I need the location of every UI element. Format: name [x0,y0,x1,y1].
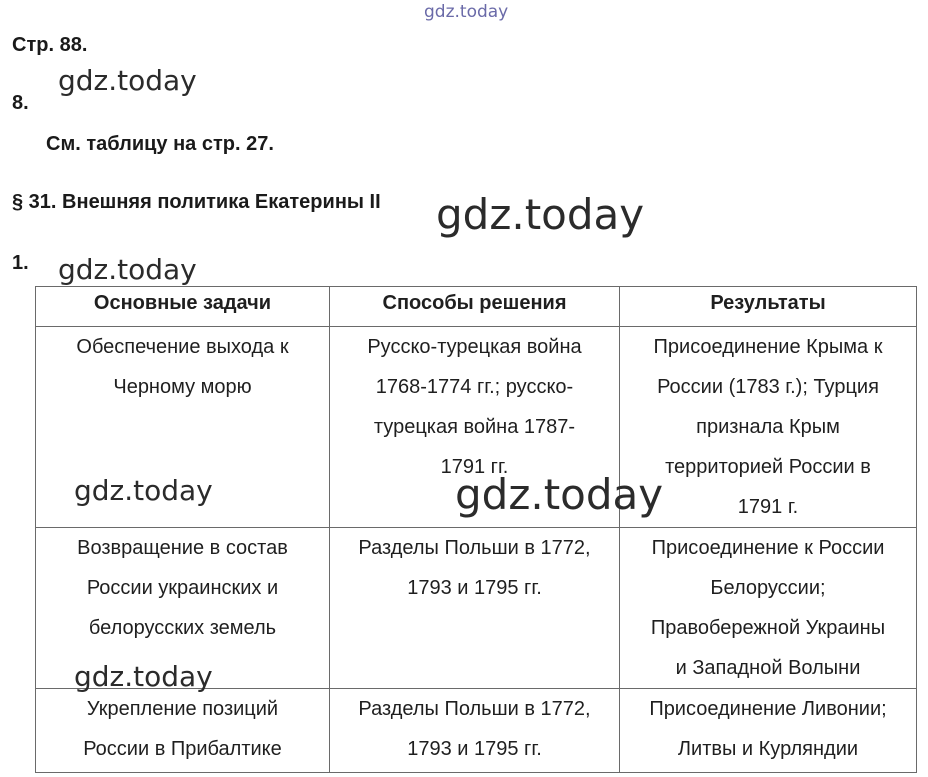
page-reference: Стр. 88. [12,34,88,56]
table-cell-method [330,689,620,773]
cell-line: признала Крым [696,416,840,438]
column-header: Результаты [620,287,917,327]
column-header: Способы решения [330,287,620,327]
cell-line: Укрепление позиций [86,698,279,720]
section-title: § 31. Внешняя политика Екатерины II [12,191,381,213]
cell-line: Присоединение Крыма к [653,336,883,358]
watermark-top: gdz.today [424,2,509,22]
cell-line: и Западной Волыни [675,657,861,679]
cell-line: Возвращение в состав [77,537,288,559]
cell-line: Белоруссии; [710,577,826,599]
table-cell-result [620,528,917,689]
cell-line: 1793 и 1795 гг. [407,577,542,599]
cell-line: 1793 и 1795 гг. [407,738,542,760]
task-number: 1. [12,252,29,274]
cell-line: Русско-турецкая война [367,336,582,358]
cell-line: Литвы и Курляндии [677,738,859,760]
table-cell-result [620,689,917,773]
cell-line: 1791 гг. [440,456,509,478]
cell-line: территорией России в [665,456,871,478]
watermark: gdz.today [74,474,213,507]
watermark: gdz.today [455,470,664,519]
cell-line: Разделы Польши в 1772, [358,537,591,559]
cell-line: турецкая война 1787- [373,416,576,438]
cell-line: Разделы Польши в 1772, [358,698,591,720]
task-answer: См. таблицу на стр. 27. [46,133,274,155]
watermark: gdz.today [74,660,213,693]
table-row [36,689,917,773]
cell-line: Присоединение Ливонии; [649,698,887,720]
table-header-row [36,287,917,327]
cell-line: Присоединение к России [651,537,885,559]
cell-line: белорусских земель [88,617,277,639]
watermark: gdz.today [58,64,197,97]
cell-line: России украинских и [86,577,279,599]
table-cell-method [330,528,620,689]
cell-line: 1768-1774 гг.; русско- [375,376,574,398]
table-cell-task [36,689,330,773]
cell-line: Черному морю [113,376,252,398]
cell-line: России (1783 г.); Турция [657,376,879,398]
cell-line: России в Прибалтике [83,738,282,760]
watermark: gdz.today [58,253,197,286]
foreign-policy-table [35,286,917,773]
task-number: 8. [12,92,29,114]
column-header: Основные задачи [36,287,330,327]
cell-line: Обеспечение выхода к [76,336,289,358]
watermark: gdz.today [436,190,645,239]
table-cell-result [620,327,917,528]
cell-line: 1791 г. [737,496,799,518]
cell-line: Правобережной Украины [650,617,886,639]
